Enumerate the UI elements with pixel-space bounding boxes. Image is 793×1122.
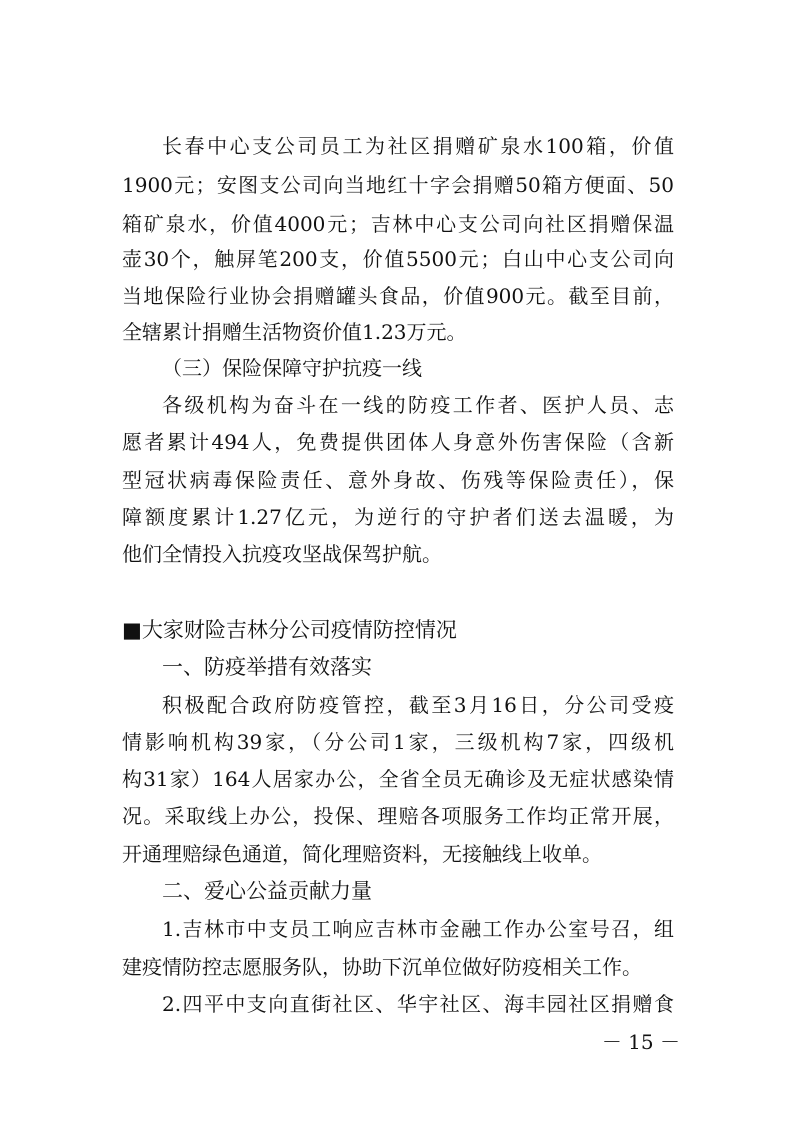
paragraph-line: 建疫情防控志愿服务队，协助下沉单位做好防疫相关工作。 (122, 955, 642, 979)
paragraph-line: 开通理赔绿色通道，简化理赔资料，无接触线上收单。 (122, 842, 602, 866)
page-number: － 15 － (601, 1030, 680, 1054)
paragraph-line: 构31家）164人居家办公，全省全员无确诊及无症状感染情 (122, 767, 674, 791)
paragraph-line: 愿者累计494人，免费提供团体人身意外伤害保险（含新 (122, 430, 674, 454)
paragraph-line: 情影响机构39家，（分公司1家，三级机构7家，四级机 (122, 730, 674, 754)
paragraph-line: 1900元；安图支公司向当地红十字会捐赠50箱方便面、50 (122, 173, 674, 197)
subsection-heading: （三）保险保障守护抗疫一线 (162, 356, 422, 380)
paragraph-line: 积极配合政府防疫管控，截至3月16日，分公司受疫 (162, 693, 674, 717)
paragraph-line: 箱矿泉水，价值4000元；吉林中心支公司向社区捐赠保温 (122, 212, 674, 236)
paragraph-line: 1.吉林市中支员工响应吉林市金融工作办公室号召，组 (162, 917, 674, 941)
paragraph-line: 各级机构为奋斗在一线的防疫工作者、医护人员、志 (162, 393, 674, 417)
section-heading: 二、爱心公益贡献力量 (162, 879, 372, 903)
paragraph-line: 2.四平中支向直街社区、华宇社区、海丰园社区捐赠食 (162, 992, 674, 1016)
paragraph-line: 障额度累计1.27亿元，为逆行的守护者们送去温暖，为 (122, 505, 674, 529)
paragraph-line: 长春中心支公司员工为社区捐赠矿泉水100箱，价值 (162, 134, 674, 158)
paragraph-line: 全辖累计捐赠生活物资价值1.23万元。 (122, 320, 467, 344)
paragraph-line: 当地保险行业协会捐赠罐头食品，价值900元。截至目前， (122, 284, 674, 308)
paragraph-line: 型冠状病毒保险责任、意外身故、伤残等保险责任），保 (122, 468, 674, 492)
paragraph-line: 壶30个，触屏笔200支，价值5500元；白山中心支公司向 (122, 247, 674, 271)
section-title: ■大家财险吉林分公司疫情防控情况 (122, 618, 457, 642)
paragraph-line: 况。采取线上办公，投保、理赔各项服务工作均正常开展， (122, 804, 674, 828)
paragraph-line: 他们全情投入抗疫攻坚战保驾护航。 (122, 542, 442, 566)
section-heading: 一、防疫举措有效落实 (162, 655, 372, 679)
